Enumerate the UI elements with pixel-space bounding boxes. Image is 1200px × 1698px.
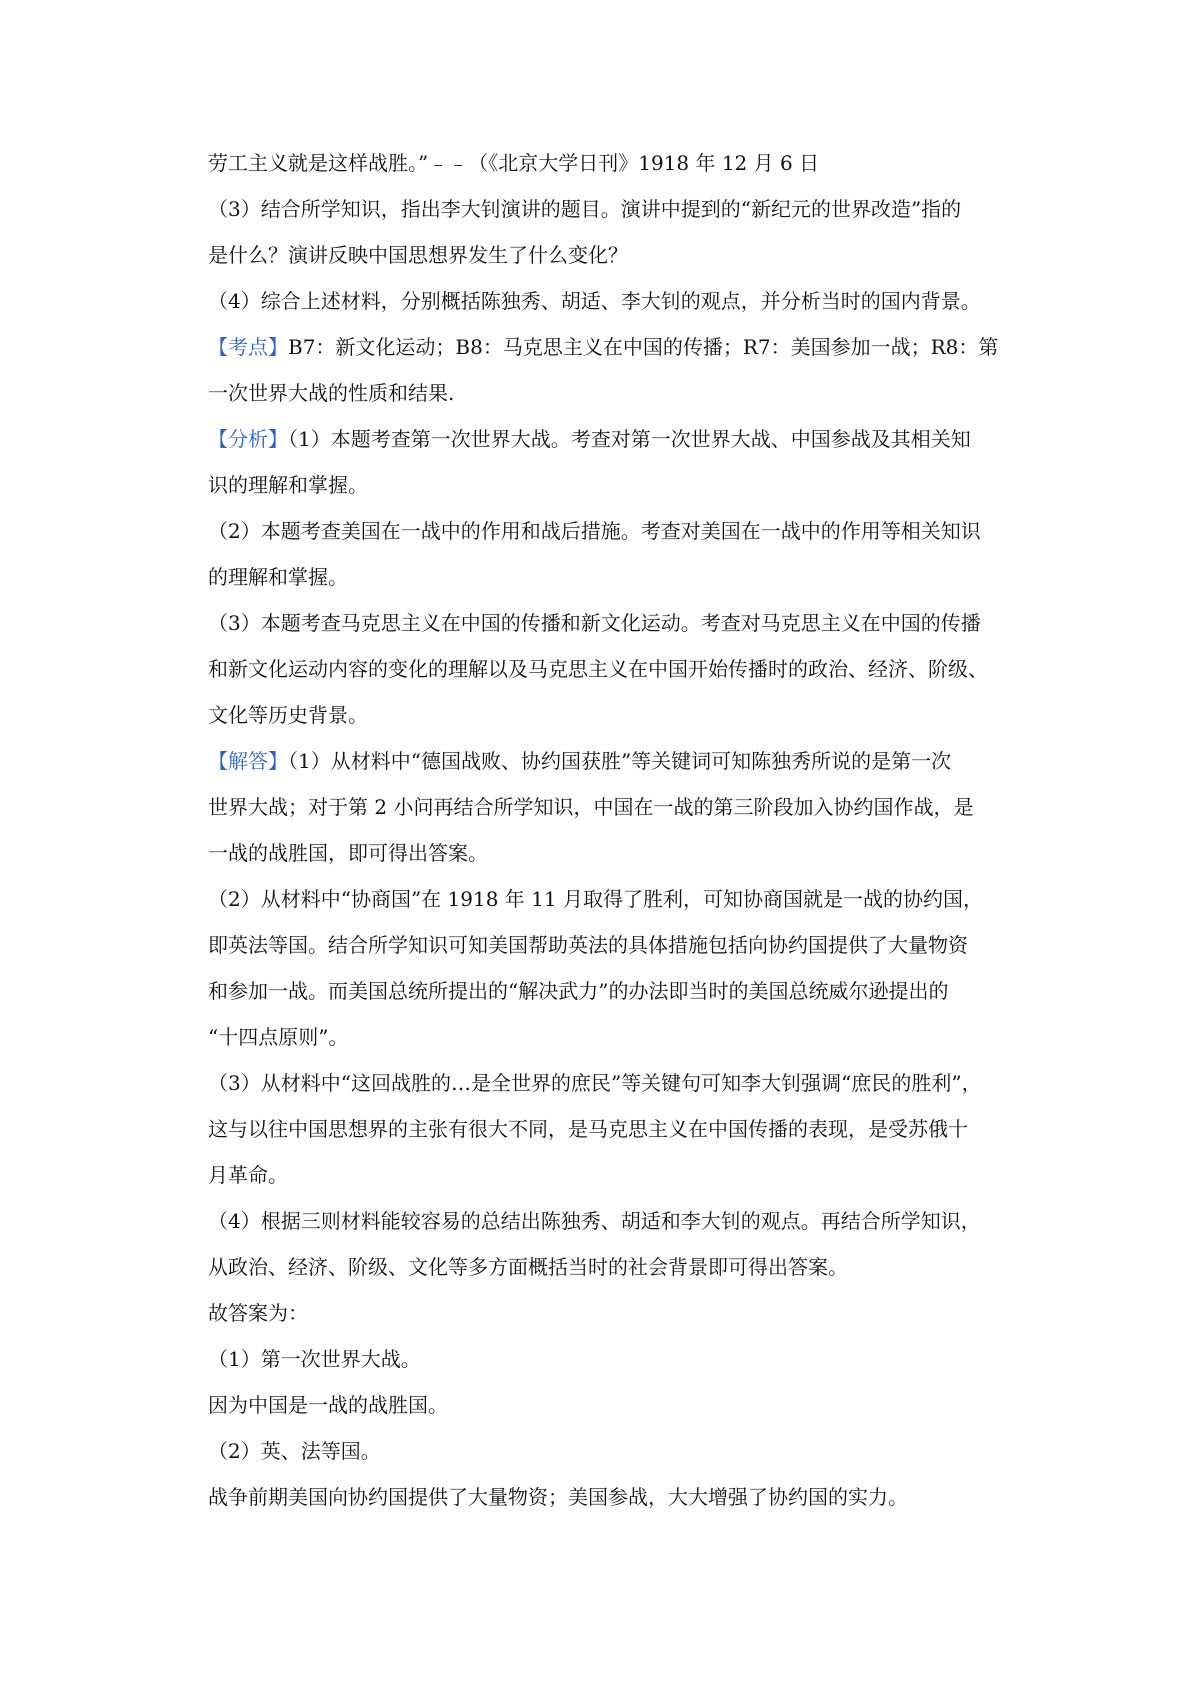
text-line: （2）英、法等国。 xyxy=(208,1439,381,1463)
text-line: 劳工主义就是这样战胜。”﹣﹣（《北京大学日刊》1918 年 12 月 6 日 xyxy=(208,151,820,175)
text-line: （3）结合所学知识，指出李大钊演讲的题目。演讲中提到的“新纪元的世界改造”指的 xyxy=(208,197,962,221)
text-line: 和新文化运动内容的变化的理解以及马克思主义在中国开始传播时的政治、经济、阶级、 xyxy=(208,657,988,681)
text-line: （2）本题考查美国在一战中的作用和战后措施。考查对美国在一战中的作用等相关知识 xyxy=(208,519,981,543)
text-line: （3）从材料中“这回战胜的…是全世界的庶民”等关键句可知李大钊强调“庶民的胜利”， xyxy=(208,1071,982,1095)
fenxi-line xyxy=(208,424,1008,454)
text-line: 即英法等国。结合所学知识可知美国帮助英法的具体措施包括向协约国提供了大量物资 xyxy=(208,933,968,957)
text-line: （4）综合上述材料，分别概括陈独秀、胡适、李大钊的观点，并分析当时的国内背景。 xyxy=(208,289,981,313)
text-line: 识的理解和掌握。 xyxy=(208,473,368,497)
text-line: 从政治、经济、阶级、文化等多方面概括当时的社会背景即可得出答案。 xyxy=(208,1255,848,1279)
kaodian-tag: 【考点】 xyxy=(208,335,288,359)
document-body xyxy=(208,148,1008,1512)
text-line: 月革命。 xyxy=(208,1163,288,1187)
text-line: （3）本题考查马克思主义在中国的传播和新文化运动。考查对马克思主义在中国的传播 xyxy=(208,611,981,635)
text-line: （4）根据三则材料能较容易的总结出陈独秀、胡适和李大钊的观点。再结合所学知识， xyxy=(208,1209,981,1233)
text-line: 战争前期美国向协约国提供了大量物资；美国参战，大大增强了协约国的实力。 xyxy=(208,1485,908,1509)
jieda-tag: 【解答】 xyxy=(208,749,288,773)
text-line: 世界大战；对于第 2 小问再结合所学知识，中国在一战的第三阶段加入协约国作战，是 xyxy=(208,795,974,819)
text-line: 一次世界大战的性质和结果. xyxy=(208,381,455,405)
text-line: 是什么？演讲反映中国思想界发生了什么变化？ xyxy=(208,243,628,267)
text-line: 一战的战胜国，即可得出答案。 xyxy=(208,841,488,865)
jieda-text: （1）从材料中“德国战败、协约国获胜”等关键词可知陈独秀所说的是第一次 xyxy=(288,749,952,773)
text-line: 和参加一战。而美国总统所提出的“解决武力”的办法即当时的美国总统威尔逊提出的 xyxy=(208,979,949,1003)
text-line: 文化等历史背景。 xyxy=(208,703,368,727)
fenxi-text: （1）本题考查第一次世界大战。考查对第一次世界大战、中国参战及其相关知 xyxy=(288,427,971,451)
fenxi-tag: 【分析】 xyxy=(208,427,288,451)
kaodian-text: B7：新文化运动；B8：马克思主义在中国的传播；R7：美国参加一战；R8：第 xyxy=(288,335,999,359)
text-line: 这与以往中国思想界的主张有很大不同，是马克思主义在中国传播的表现，是受苏俄十 xyxy=(208,1117,968,1141)
text-line: 因为中国是一战的战胜国。 xyxy=(208,1393,448,1417)
kaodian-line xyxy=(208,332,1008,362)
jieda-line xyxy=(208,746,1008,776)
text-line: 故答案为： xyxy=(208,1301,308,1325)
text-line: 的理解和掌握。 xyxy=(208,565,348,589)
text-line: “十四点原则”。 xyxy=(208,1025,349,1049)
text-line: （2）从材料中“协商国”在 1918 年 11 月取得了胜利，可知协商国就是一战的协约国， xyxy=(208,887,983,911)
text-line: （1）第一次世界大战。 xyxy=(208,1347,421,1371)
